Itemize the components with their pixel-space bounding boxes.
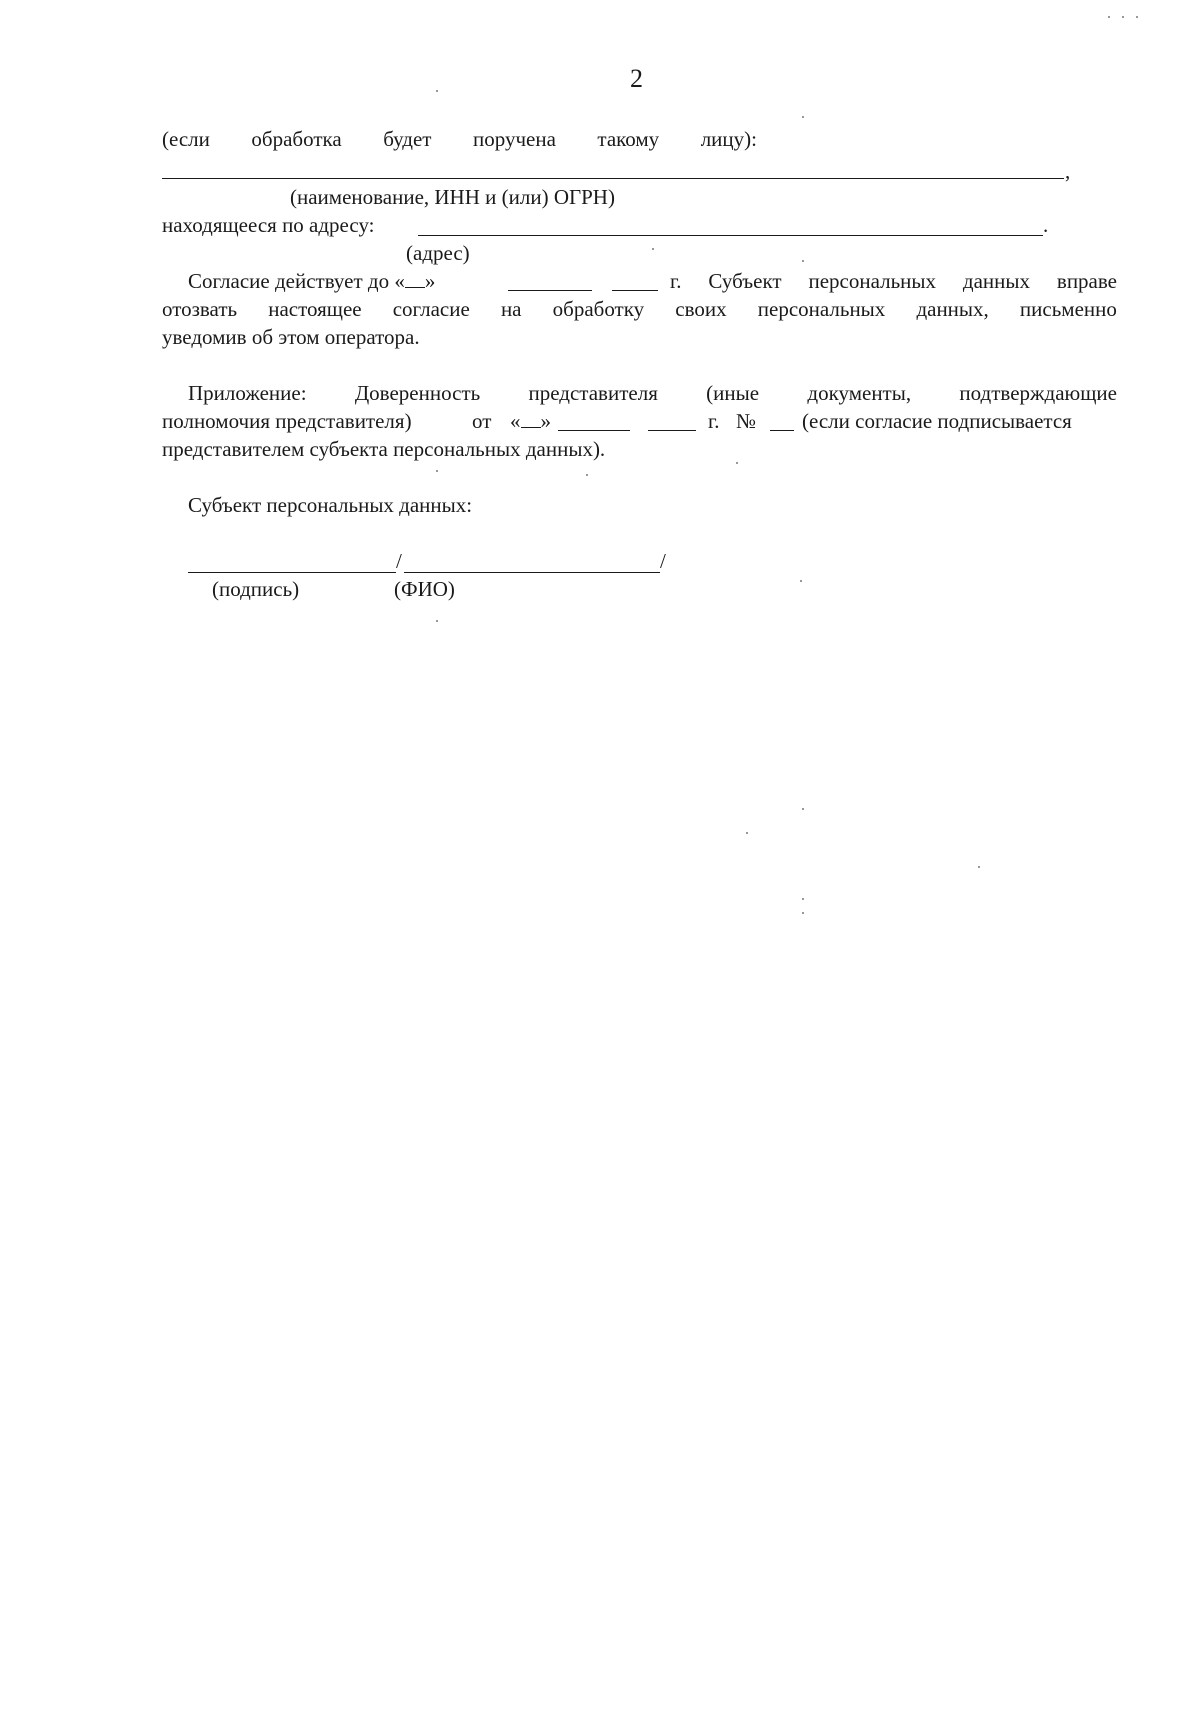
validity-line-2 — [162, 296, 1117, 322]
attachment-year: г. — [708, 409, 720, 433]
validity-line-1-start — [188, 268, 435, 294]
signature-slash-2: / — [660, 549, 666, 573]
scan-speck — [802, 912, 804, 914]
signature-caption: (подпись) — [212, 577, 300, 601]
scan-speck — [586, 474, 588, 476]
scan-speck — [436, 620, 438, 622]
scan-speck — [1108, 16, 1110, 18]
scan-speck — [1136, 16, 1138, 18]
word: персональных — [808, 269, 936, 293]
scan-speck — [800, 580, 802, 582]
address-label: находящееся по адресу: — [162, 213, 375, 237]
word: (если — [162, 127, 210, 151]
attachment-line-1 — [188, 380, 1117, 406]
processor-line-comma: , — [1065, 159, 1071, 183]
day-blank — [521, 409, 541, 428]
day-blank — [405, 269, 425, 288]
word: данных, — [916, 297, 989, 321]
word: обработка — [251, 127, 342, 151]
quote-close: » — [540, 409, 551, 433]
address-period: . — [1043, 213, 1049, 237]
attachment-line-2-end: (если согласие подписывается — [802, 409, 1072, 433]
word: Доверенность — [354, 381, 481, 405]
attachment-line-3: представителем субъекта персональных данных). — [162, 437, 606, 461]
address-caption: (адрес) — [406, 241, 470, 265]
scan-speck — [436, 90, 438, 92]
word: представителя — [528, 381, 658, 405]
word: персональных — [757, 297, 886, 321]
processor-intro — [162, 126, 757, 152]
word: данных — [962, 269, 1030, 293]
word: подтверждающие — [959, 381, 1117, 405]
scan-speck — [1122, 16, 1124, 18]
validity-text: Согласие действует до « — [188, 269, 405, 293]
attachment-date-open — [510, 408, 551, 434]
processor-caption: (наименование, ИНН и (или) ОГРН) — [290, 185, 615, 209]
scan-speck — [802, 116, 804, 118]
word: письменно — [1019, 297, 1117, 321]
scan-speck — [802, 898, 804, 900]
page-number: 2 — [630, 64, 643, 93]
word: такому — [597, 127, 660, 151]
attachment-number — [736, 408, 756, 434]
attachment-from: от — [472, 409, 492, 433]
scan-speck — [802, 808, 804, 810]
scan-speck — [652, 248, 654, 250]
validity-line-3: уведомив об этом оператора. — [162, 325, 420, 349]
word: лицу): — [700, 127, 757, 151]
number-blank — [770, 430, 794, 431]
name-caption: (ФИО) — [394, 577, 455, 601]
year-blank — [648, 430, 696, 431]
quote-close: » — [424, 269, 436, 293]
word: г. — [670, 269, 682, 293]
word: будет — [383, 127, 432, 151]
signature-slash-1: / — [396, 549, 402, 573]
month-blank — [558, 430, 630, 431]
word: согласие — [392, 297, 470, 321]
year-blank — [612, 290, 658, 291]
quote-open: « — [510, 409, 521, 433]
scan-speck — [802, 260, 804, 262]
word: обработку — [552, 297, 645, 321]
signature-line — [188, 572, 396, 573]
scan-speck — [436, 470, 438, 472]
validity-line-1-rest — [670, 268, 1117, 294]
subject-label: Субъект персональных данных: — [188, 493, 473, 517]
word: отозвать — [162, 297, 238, 321]
scan-speck — [746, 832, 748, 834]
word: документы, — [807, 381, 912, 405]
name-line — [404, 572, 660, 573]
word: настоящее — [268, 297, 362, 321]
attachment-line-2-start: полномочия представителя) — [162, 409, 412, 433]
word: Субъект — [708, 269, 782, 293]
number-sign: № — [736, 409, 757, 433]
address-line — [418, 235, 1043, 236]
month-blank — [508, 290, 592, 291]
processor-name-line — [162, 178, 1064, 179]
word: Приложение: — [188, 381, 307, 405]
scan-speck — [736, 462, 738, 464]
word: своих — [675, 297, 727, 321]
word: на — [500, 297, 522, 321]
word: поручена — [472, 127, 556, 151]
scan-speck — [978, 866, 980, 868]
word: вправе — [1056, 269, 1117, 293]
word: (иные — [706, 381, 760, 405]
